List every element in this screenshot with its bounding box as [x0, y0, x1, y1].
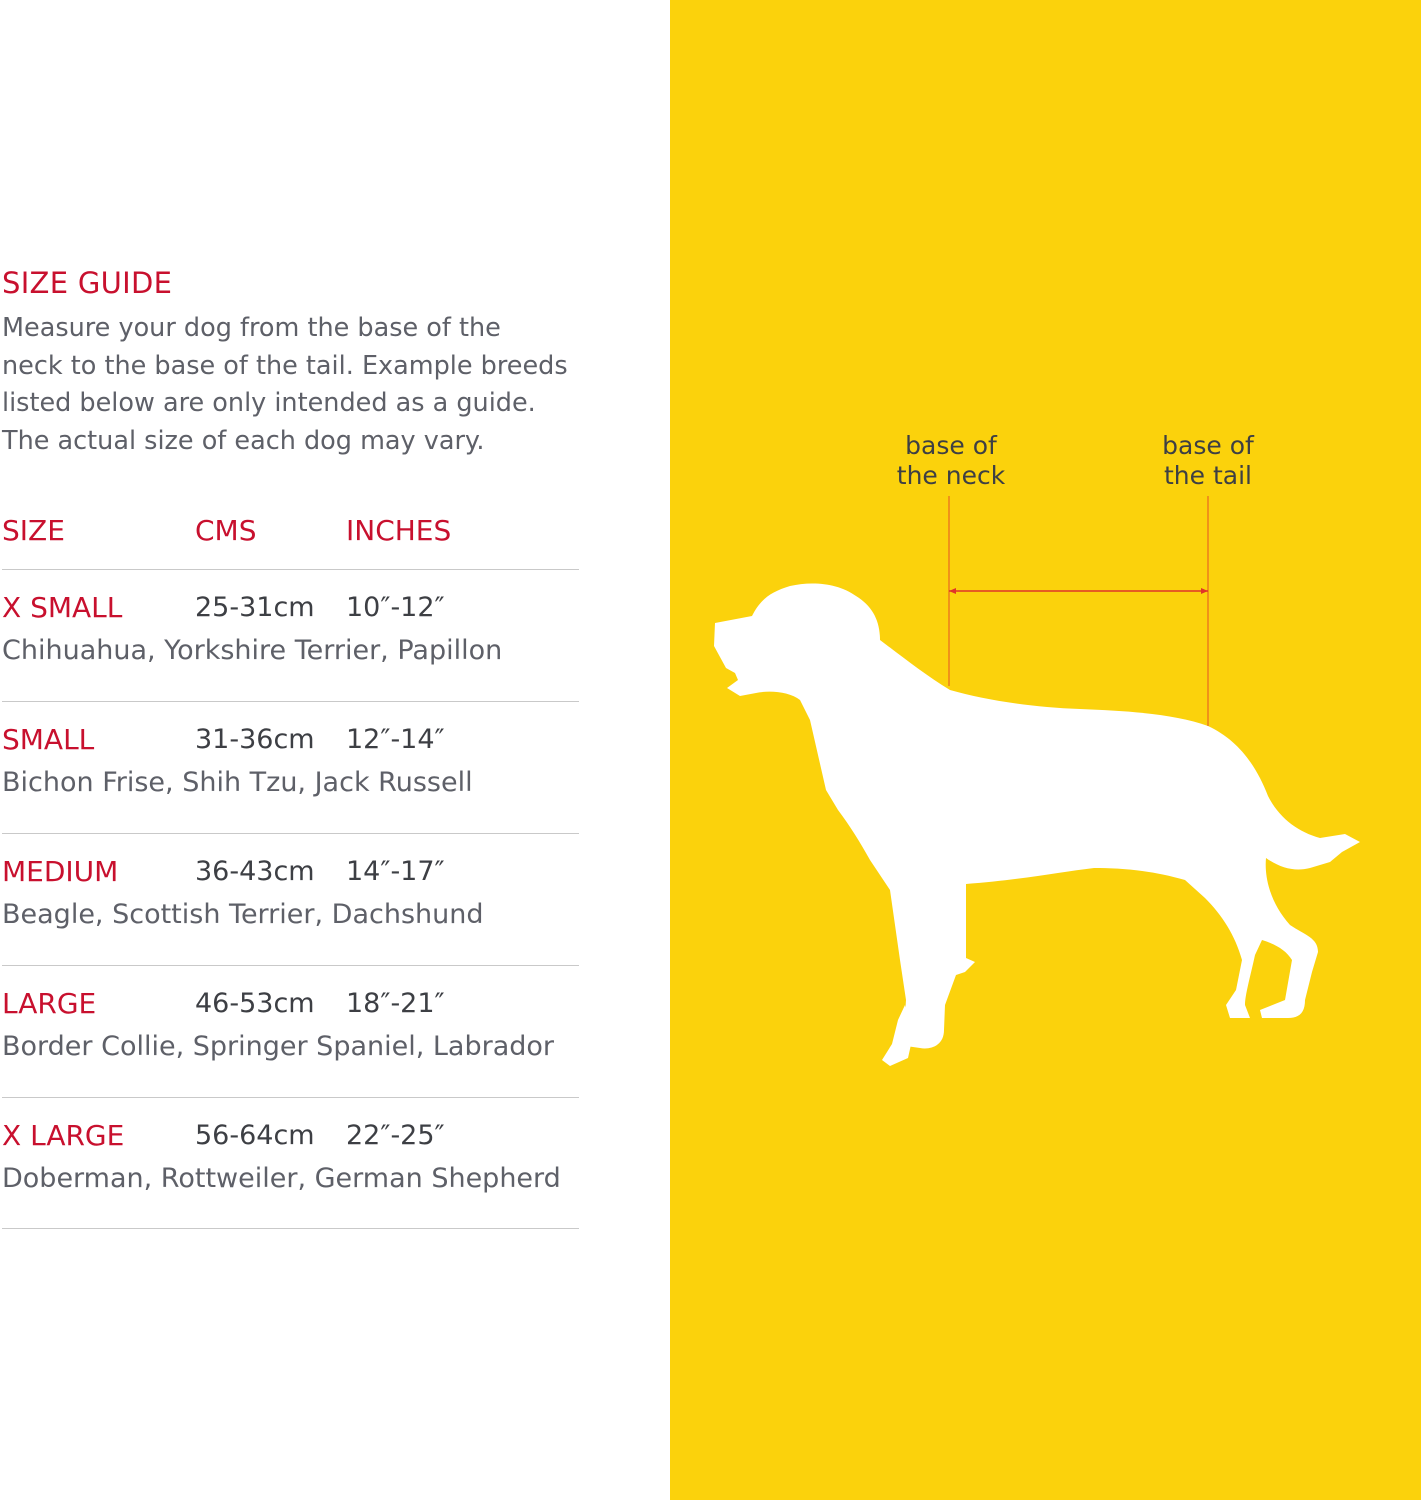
intro-line: The actual size of each dog may vary. [2, 425, 485, 456]
breeds-text: Beagle, Scottish Terrier, Dachshund [2, 899, 484, 930]
cms-value: 36-43cm [195, 856, 315, 887]
arrow-right-icon [1201, 588, 1208, 594]
cms-value: 46-53cm [195, 988, 315, 1019]
breeds-text: Doberman, Rottweiler, German Shepherd [2, 1163, 561, 1194]
inches-value: 18″-21″ [346, 988, 445, 1019]
cms-value: 56-64cm [195, 1120, 315, 1151]
cms-column-header: CMS [195, 514, 257, 547]
inches-value: 22″-25″ [346, 1120, 445, 1151]
inches-value: 14″-17″ [346, 856, 445, 887]
inches-value: 12″-14″ [346, 724, 445, 755]
arrow-left-icon [949, 588, 956, 594]
breeds-text: Bichon Frise, Shih Tzu, Jack Russell [2, 767, 473, 798]
neck-label-line: the neck [896, 461, 1006, 490]
intro-line: Measure your dog from the base of the [2, 313, 501, 343]
cms-value: 25-31cm [195, 592, 315, 623]
neck-label-line: base of [905, 431, 997, 460]
size-label: LARGE [2, 987, 97, 1020]
breeds-text: Chihuahua, Yorkshire Terrier, Papillon [2, 635, 503, 666]
inches-column-header: INCHES [346, 514, 452, 547]
dog-silhouette-icon [714, 583, 1360, 1066]
breeds-text: Border Collie, Springer Spaniel, Labrador [2, 1031, 555, 1062]
tail-label-line: the tail [1164, 461, 1252, 490]
size-label: MEDIUM [2, 855, 119, 888]
cms-value: 31-36cm [195, 724, 315, 755]
intro-line: listed below are only intended as a guide. [2, 388, 536, 419]
size-label: SMALL [2, 723, 95, 756]
size-label: X SMALL [2, 591, 123, 624]
size-column-header: SIZE [2, 514, 65, 547]
intro-line: neck to the base of the tail. Example breeds [2, 350, 568, 381]
size-label: X LARGE [2, 1119, 125, 1152]
inches-value: 10″-12″ [346, 592, 445, 623]
tail-label-line: base of [1162, 431, 1254, 460]
size-guide-title: SIZE GUIDE [2, 266, 173, 300]
